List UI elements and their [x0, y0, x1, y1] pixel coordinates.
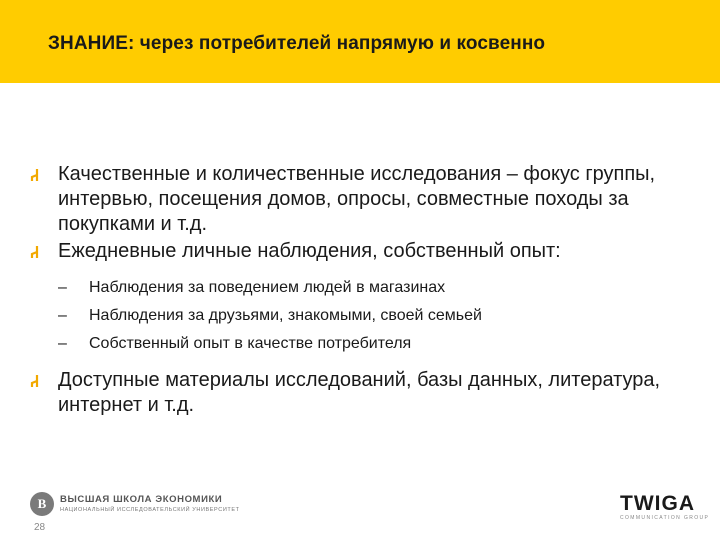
dash-marker: – — [58, 279, 67, 296]
page-number: 28 — [34, 522, 46, 533]
bullet-item — [30, 162, 700, 237]
sub-bullet-text: Собственный опыт в качестве потребителя — [89, 335, 412, 352]
sub-bullet-item — [58, 330, 700, 358]
hse-subtitle: НАЦИОНАЛЬНЫЙ ИССЛЕДОВАТЕЛЬСКИЙ УНИВЕРСИТЕТ — [60, 507, 240, 513]
sub-bullet-item — [58, 302, 700, 330]
bullet-text: Качественные и количественные исследования – фокус группы, интервью, посещения домов, опросы, совместные походы за покупками и т.д. — [58, 163, 656, 235]
slide-title: ЗНАНИЕ: через потребителей напрямую и косвенно — [48, 33, 546, 54]
hse-emblem-icon: В — [30, 492, 54, 516]
title-bar — [0, 0, 720, 83]
sub-bullet-text: Наблюдения за друзьями, знакомыми, своей семьей — [89, 307, 482, 324]
bullet-item — [30, 239, 700, 264]
sub-bullet-list — [58, 274, 700, 358]
sub-bullet-text: Наблюдения за поведением людей в магазинах — [89, 279, 446, 296]
sub-bullet-item — [58, 274, 700, 302]
bullet-text: Доступные материалы исследований, базы данных, литература, интернет и т.д. — [58, 369, 661, 416]
hse-name: ВЫСШАЯ ШКОЛА ЭКОНОМИКИ — [60, 494, 223, 505]
bullet-item — [30, 368, 700, 418]
bullet-text: Ежедневные личные наблюдения, собственный опыт: — [58, 240, 561, 262]
dash-marker: – — [58, 335, 67, 352]
bullet-marker-icon — [30, 245, 40, 259]
bullet-marker-icon — [30, 374, 40, 388]
twiga-name: TWIGA — [620, 492, 695, 515]
twiga-logo — [620, 492, 709, 521]
dash-marker: – — [58, 307, 67, 324]
bullet-marker-icon — [30, 168, 40, 182]
twiga-subtitle: COMMUNICATION GROUP — [620, 515, 710, 521]
bullet-list — [30, 162, 700, 418]
